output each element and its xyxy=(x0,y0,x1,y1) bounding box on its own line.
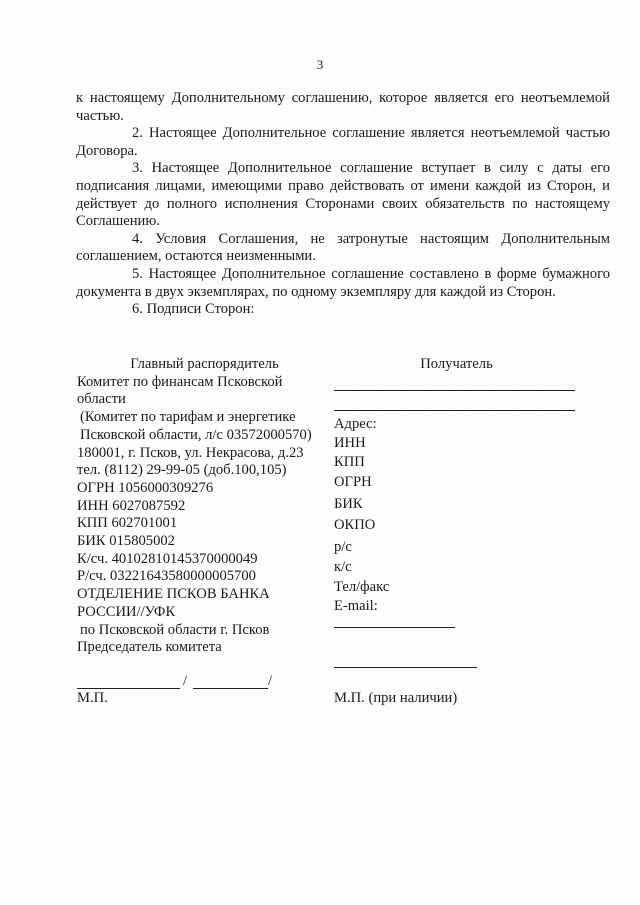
left-signature-line xyxy=(77,688,180,689)
right-stamp-label: М.П. (при наличии) xyxy=(334,690,458,706)
left-party-bank: РОССИИ//УФК xyxy=(77,603,176,620)
page-number: 3 xyxy=(316,57,324,72)
paragraph-continuation: к настоящему Дополнительному соглашению, которое является его неотъемлемой частью. xyxy=(76,90,610,124)
left-party-address: 180001, г. Псков, ул. Некрасова, д.23 xyxy=(77,444,304,461)
left-party-phone: тел. (8112) 29-99-05 (доб.100,105) xyxy=(77,462,287,479)
right-party-block xyxy=(334,356,584,374)
signature-slash: / xyxy=(268,673,273,689)
left-party-ogrn: ОГРН 1056000309276 xyxy=(77,479,214,496)
paragraph-5: 5. Настоящее Дополнительное соглашение составлено в форме бумажного документа в двух экземплярах, по одному экземпляру для каждой из Сторон. xyxy=(76,265,610,300)
left-party-line: Комитет по финансам Псковской xyxy=(77,373,283,390)
recipient-kpp-label: КПП xyxy=(334,454,365,470)
recipient-name-line xyxy=(334,410,575,411)
left-party-line: области xyxy=(77,391,126,408)
left-party-line: Псковской области, л/с 03572000570) xyxy=(80,426,312,443)
left-signature-name-line xyxy=(193,688,268,689)
paragraph-4: 4. Условия Соглашения, не затронутые настоящим Дополнительным соглашением, остаются неизменными. xyxy=(76,230,610,265)
recipient-address-label: Адрес: xyxy=(334,416,377,432)
left-party-corr-account: К/сч. 40102810145370000049 xyxy=(77,550,258,567)
recipient-email-label: E-mail: xyxy=(334,598,378,614)
recipient-name-line xyxy=(334,390,575,391)
left-party-kpp: КПП 602701001 xyxy=(77,515,178,532)
left-party-bik: БИК 015805002 xyxy=(77,533,175,550)
recipient-signature-line xyxy=(334,667,477,668)
left-party-bank: ОТДЕЛЕНИЕ ПСКОВ БАНКА xyxy=(77,586,270,603)
left-party-block xyxy=(77,356,332,657)
recipient-bik-label: БИК xyxy=(334,496,363,512)
recipient-inn-label: ИНН xyxy=(334,435,366,451)
recipient-fields xyxy=(334,416,584,617)
recipient-ogrn-label: ОГРН xyxy=(334,474,372,490)
left-party-settlement-account: Р/сч. 03221643580000005700 xyxy=(77,568,256,585)
recipient-okpo-label: ОКПО xyxy=(334,517,376,533)
recipient-settlement-account-label: р/с xyxy=(334,539,352,555)
recipient-corr-account-label: к/с xyxy=(334,559,352,575)
recipient-signatory-line xyxy=(334,627,455,628)
left-party-line: (Комитет по тарифам и энергетике xyxy=(80,409,296,426)
left-stamp-label: М.П. xyxy=(77,690,108,706)
signature-slash: / xyxy=(183,673,188,689)
paragraph-6-signatures: 6. Подписи Сторон: xyxy=(132,301,255,318)
paragraph-2: 2. Настоящее Дополнительное соглашение является неотъемлемой частью Договора. xyxy=(76,125,610,159)
recipient-phone-fax-label: Тел/факс xyxy=(334,579,390,595)
left-party-bank: по Псковской области г. Псков xyxy=(80,621,270,638)
agreement-body xyxy=(76,90,610,319)
left-party-signatory-title: Председатель комитета xyxy=(77,639,222,656)
left-party-inn: ИНН 6027087592 xyxy=(77,497,186,514)
paragraph-3: 3. Настоящее Дополнительное соглашение вступает в силу с даты его подписания лицами, имеющими право действовать от имени каждой из Сторон, и действует до полного исполнения Сторонами своих обязательств по настоящему Соглашению. xyxy=(76,160,610,230)
right-party-heading: Получатель xyxy=(420,356,493,372)
left-party-heading: Главный распорядитель xyxy=(130,356,279,372)
